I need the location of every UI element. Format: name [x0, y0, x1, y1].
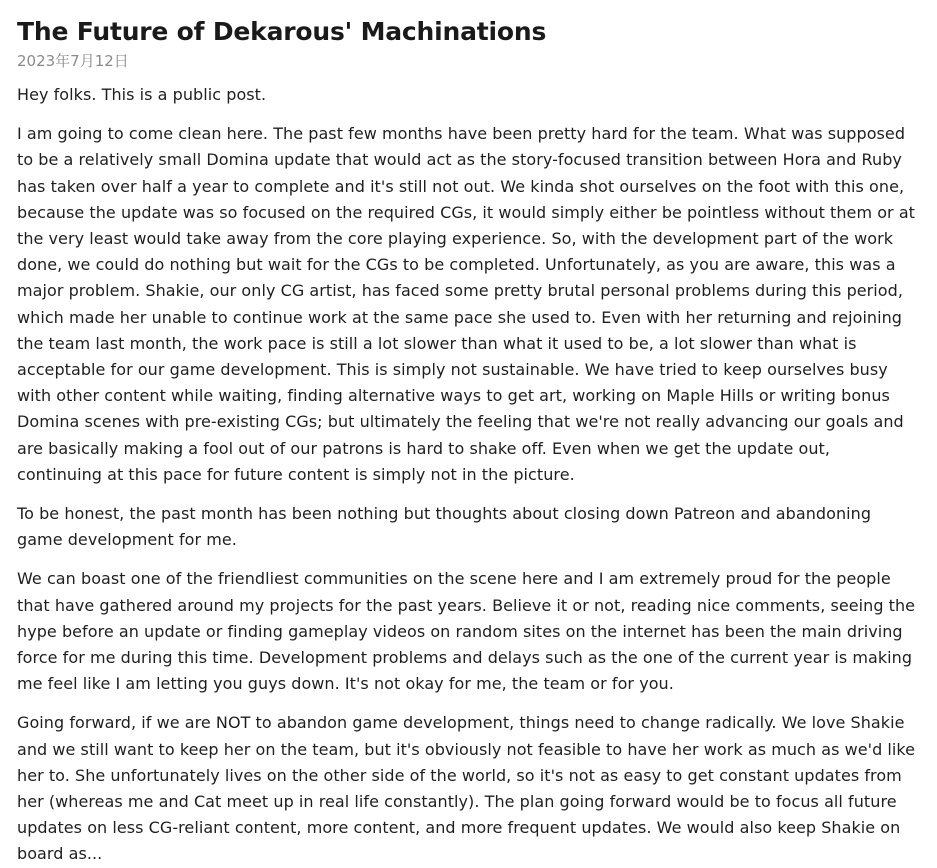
post-paragraph: I am going to come clean here. The past few months have been pretty hard for the team. What was supposed to be a relatively small Domina update that would act as the story-focused transition between Hora and Ruby has taken over half a year to complete and it's still not out. We kinda shot ourselves on the foot with this one, because the update was so focused on the required CGs, it would simply either be pointless without them or at the very least would take away from the core playing experience. So, with the development part of the work done, we could do nothing but wait for the CGs to be completed. Unfortunately, as you are aware, this was a major problem. Shakie, our only CG artist, has faced some pretty brutal personal problems during this period, which made her unable to continue work at the same pace she used to. Even with her returning and rejoining the team last month, the work pace is still a lot slower than what it used to be, a lot slower than what is acceptable for our game development. This is simply not sustainable. We have tried to keep ourselves busy with other content while waiting, finding alternative ways to get art, working on Maple Hills or writing bonus Domina scenes with pre-existing CGs; but ultimately the feeling that we're not really advancing our goals and are basically making a fool out of our patrons is hard to shake off. Even when we get the update out, continuing at this pace for future content is simply not in the picture. [17, 124, 916, 484]
post-paragraph: Hey folks. This is a public post. [17, 85, 267, 104]
post-title: The Future of Dekarous' Machinations [17, 17, 547, 46]
post-body [17, 82, 917, 868]
post-paragraph: Going forward, if we are NOT to abandon game development, things need to change radically. We love Shakie and we still want to keep her on the team, but it's obviously not feasible to have her work as much as we'd like her to. She unfortunately lives on the other side of the world, so it's not as easy to get constant updates from her (whereas me and Cat meet up in real life constantly). The plan going forward would be to focus all future updates on less CG-reliant content, more content, and more frequent updates. We would also keep Shakie on board as... [17, 713, 916, 864]
post-paragraph: To be honest, the past month has been nothing but thoughts about closing down Patreon and abandoning game development for me. [17, 504, 872, 550]
post-paragraph: We can boast one of the friendliest communities on the scene here and I am extremely proud for the people that have gathered around my projects for the past years. Believe it or not, reading nice comments, seeing the hype before an update or finding gameplay videos on random sites on the internet has been the main driving force for me during this time. Development problems and delays such as the one of the current year is making me feel like I am letting you guys down. It's not okay for me, the team or for you. [17, 569, 916, 694]
post-date: 2023年7月12日 [17, 52, 129, 70]
